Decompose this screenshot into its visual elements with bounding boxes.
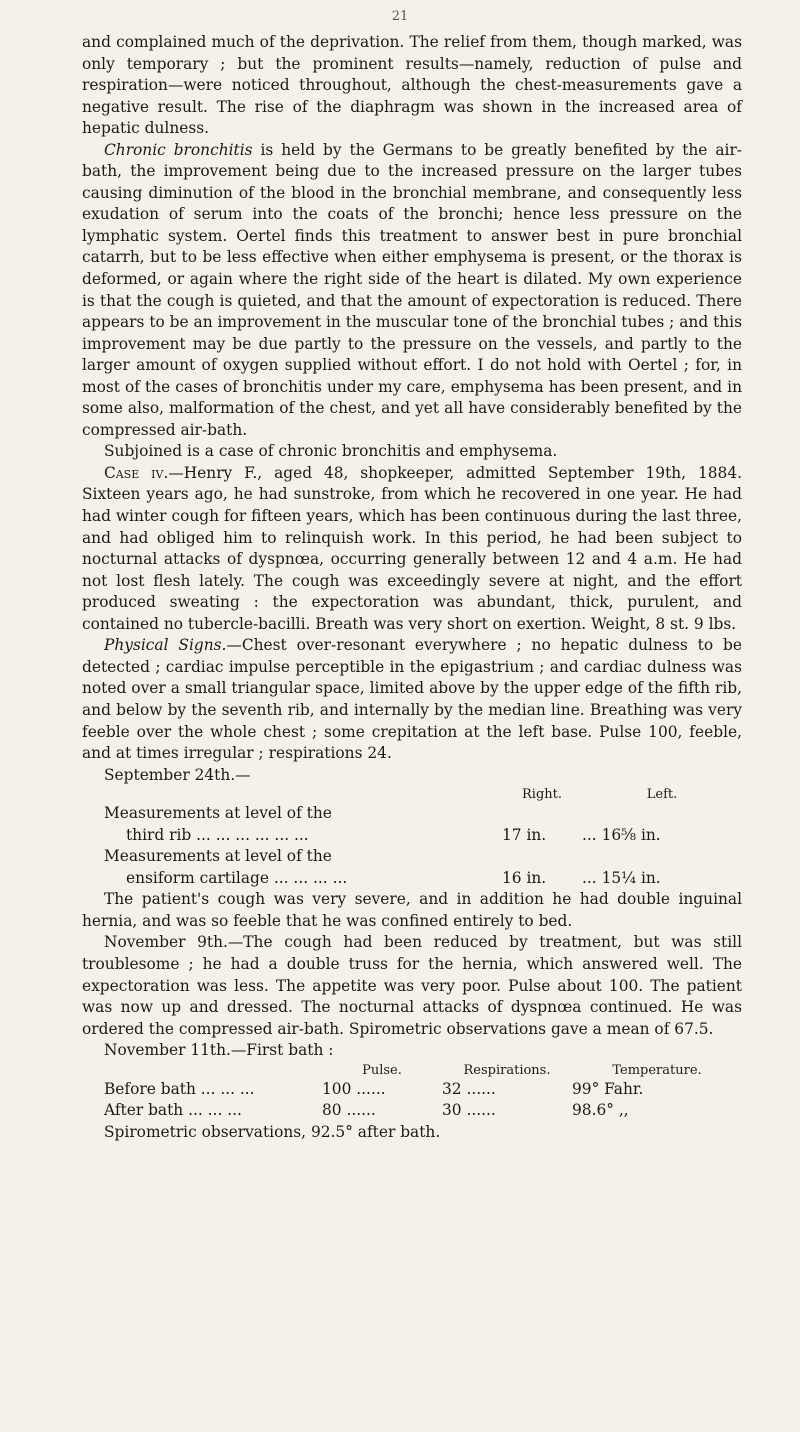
- header-respirations: Respirations.: [463, 1062, 551, 1078]
- row-label: third rib ... ... ... ... ... ...: [126, 825, 309, 844]
- cell-value: ... 16⅝ in.: [582, 825, 661, 844]
- cell-value: 30 ......: [442, 1101, 496, 1120]
- body-text: [82, 32, 742, 1143]
- row-label: Measurements at level of the: [104, 804, 332, 823]
- cell-value: 16 in.: [502, 868, 547, 887]
- paragraph: Spirometric observations, 92.5° after bath.: [104, 1122, 441, 1141]
- cell-value: ... 15¼ in.: [582, 868, 661, 887]
- measurement-table: [82, 786, 742, 889]
- row-label: After bath ... ... ...: [104, 1101, 242, 1120]
- cell-value: 80 ......: [322, 1101, 376, 1120]
- row-label: ensiform cartilage ... ... ... ...: [126, 868, 348, 887]
- header-right: Right.: [522, 787, 562, 803]
- cell-value: 99° Fahr.: [572, 1079, 644, 1098]
- row-label: Before bath ... ... ...: [104, 1079, 255, 1098]
- cell-value: 17 in.: [502, 825, 547, 844]
- paragraph: Chronic bronchitis is held by the Germans to be greatly benefited by the air-bath, the improvement being due to the increased pressure on the larger tubes causing diminution of the blood in the bronchial membrane, and consequently less exudation of serum into the coats of the bronchi; hence less pressure on the lymphatic system. Oertel finds this treatment to answer best in pure bronchial catarrh, but to be less effective when either emphysema is present, or the thorax is deformed, or again where the right side of the heart is dilated. My own experience is that the cough is quieted, and that the amount of expectoration is reduced. There appears to be an improvement in the muscular tone of the bronchial tubes ; and this improvement may be due partly to the pressure on the vessels, and partly to the larger amount of oxygen supplied without effort. I do not hold with Oertel ; for, in most of the cases of bronchitis under my care, emphysema has been present, and in some also, malformation of the chest, and yet all have considerably benefited by the compressed air-bath.: [82, 140, 743, 439]
- header-left: Left.: [646, 787, 678, 803]
- cell-value: 98.6° ,,: [572, 1101, 629, 1120]
- page-number: 21: [391, 9, 409, 24]
- table-row: [82, 1100, 742, 1122]
- paragraph: Physical Signs.—Chest over-resonant everywhere ; no hepatic dulness to be detected ; cardiac impulse perceptible in the epigastrium ; and cardiac dulness was noted over a small triangular space, limited above by the upper edge of the fifth rib, and below by the seventh rib, and internally by the median line. Breathing was very feeble over the whole chest ; some crepitation at the left base. Pulse 100, feeble, and at times irregular ; respirations 24.: [82, 636, 742, 763]
- paragraph-heading: Physical Signs.: [104, 636, 227, 655]
- table-row: [82, 1079, 742, 1101]
- bath-table: [82, 1062, 742, 1122]
- cell-value: 100 ......: [322, 1079, 386, 1098]
- row-label: Measurements at level of the: [104, 847, 332, 866]
- paragraph: Case iv.—Henry F., aged 48, shopkeeper, admitted September 19th, 1884. Sixteen years ago, he had sunstroke, from which he recovered in one year. He had had winter cough for fifteen years, which has been continuous during the last three, and had obliged him to relinquish work. In this period, he had been subject to nocturnal attacks of dyspnœa, occurring generally between 12 and 4 a.m. He had not lost flesh lately. The cough was exceedingly severe at night, and the effort produced sweating : the expectoration was abundant, thick, purulent, and contained no tubercle-bacilli. Breath was very short on exertion. Weight, 8 st. 9 lbs.: [82, 463, 743, 633]
- paragraph: November 9th.—The cough had been reduced by treatment, but was still troublesome ; he had a double truss for the hernia, which answered well. The expectoration was less. The appetite was very poor. Pulse about 100. The patient was now up and dressed. The nocturnal attacks of dyspnœa continued. He was ordered the compressed air-bath. Spirometric observations gave a mean of 67.5.: [82, 933, 742, 1038]
- header-pulse: Pulse.: [362, 1062, 402, 1078]
- paragraph: The patient's cough was very severe, and in addition he had double inguinal hernia, and was so feeble that he was confined entirely to bed.: [82, 890, 742, 930]
- paragraph: September 24th.—: [104, 765, 251, 784]
- header-temperature: Temperature.: [612, 1062, 702, 1078]
- case-heading: Case iv.: [104, 463, 169, 482]
- paragraph-heading: Chronic bronchitis: [104, 140, 253, 159]
- paragraph: Subjoined is a case of chronic bronchitis and emphysema.: [104, 442, 558, 461]
- cell-value: 32 ......: [442, 1079, 496, 1098]
- paragraph: and complained much of the deprivation. The relief from them, though marked, was only temporary ; but the prominent results—namely, reduction of pulse and respiration—were noticed throughout, although the chest-measurements gave a negative result. The rise of the diaphragm was shown in the increased area of hepatic dulness.: [82, 33, 742, 138]
- paragraph: November 11th.—First bath :: [104, 1041, 334, 1060]
